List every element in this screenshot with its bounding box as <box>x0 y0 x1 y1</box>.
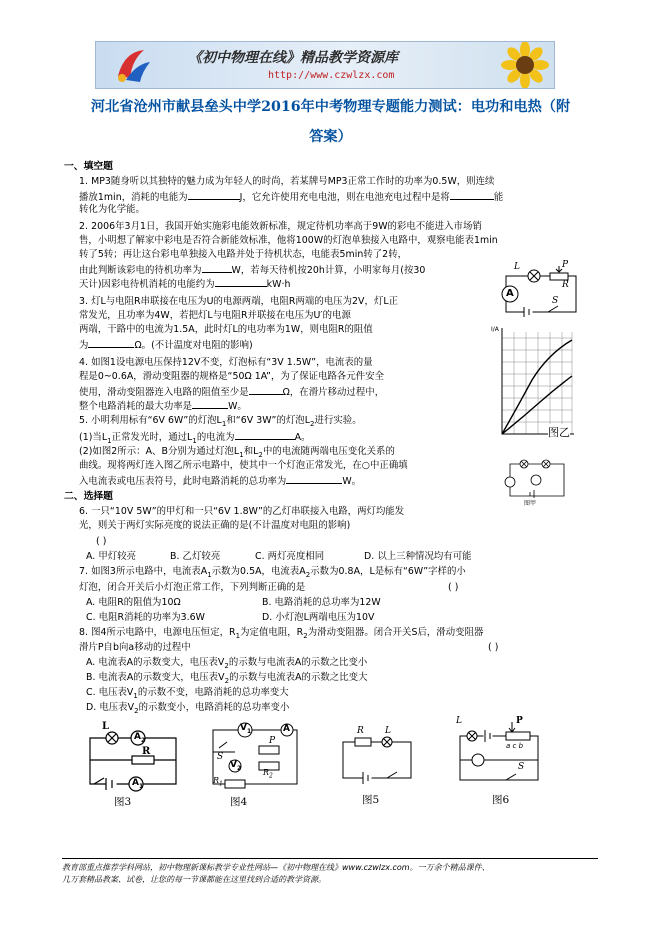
figure-4-label: 图4 <box>230 796 248 808</box>
figure-1-circuit: L P R A S <box>496 262 582 318</box>
q1-line2: 播放1min，消耗的电能为 J，它允许使用充电电池，则在电池充电过程中是将 能 <box>79 192 504 203</box>
q6-option-a[interactable]: A. 甲灯较亮 <box>86 551 137 562</box>
answer-blank[interactable] <box>192 399 228 409</box>
q8-option-d[interactable]: D. 电压表$V_2$的示数变小，电路消耗的总功率变小 <box>86 702 290 715</box>
q6-line1: 6. 一只“10V 5W”的甲灯和一只“6V 1.8W”的乙灯串联接入电路，两灯均能发 <box>79 506 405 517</box>
document-title-cont: 答案） <box>309 129 352 145</box>
figure-6-label: 图6 <box>492 794 510 806</box>
figure-2-graph: I/A 图乙 <box>488 326 576 452</box>
q7-option-b[interactable]: B. 电路消耗的总功率为12W <box>262 597 381 608</box>
q5-line3: (2)如图2所示：A、B分别为通过灯泡$L_1$和$L_2$中的电流随两端电压变化关系的 <box>79 446 395 459</box>
q1-line1: 1. MP3随身听以其独特的魅力成为年轻人的时尚，若某牌号MP3正常工作时的功率为0.5W，则连续 <box>79 176 495 187</box>
q8-answer-bracket: ( ) <box>488 642 499 653</box>
figure-3-circuit: L $A_2$ R $A_1$ <box>82 722 182 794</box>
banner <box>95 41 555 89</box>
q7-line2: 灯泡，闭合开关后小灯泡正常工作，下列判断正确的是 <box>79 582 306 593</box>
q1-line3: 转化为化学能。 <box>79 204 145 215</box>
q3-line1: 3. 灯L与电阻R串联接在电压为U的电源两端，电阻R两端的电压为2V，灯L正 <box>79 296 399 307</box>
answer-blank[interactable] <box>202 263 232 273</box>
figure-5-circuit: R L <box>335 724 417 790</box>
q5-line5: 入电流表或电压表符号，此时电路消耗的总功率为 W。 <box>79 476 362 487</box>
q6-option-c[interactable]: C. 两灯亮度相同 <box>255 551 325 562</box>
q2-line2: 售，小明想了解家中彩电是否符合新能效标准，他将100W的灯泡单独接入电路中，观察电能表1min <box>79 235 498 246</box>
figure-2-circuit: 图甲 <box>500 454 572 510</box>
q5-line1: 5. 小明利用标有“6V 6W”的灯泡$L_1$和“6V 3W”的灯泡$L_2$进行实验。 <box>79 415 362 428</box>
answer-blank[interactable] <box>215 277 267 287</box>
q2-line4: 由此判断该彩电的待机功率为 W，若每天待机按20h计算，小明家每月(按30 <box>79 265 426 276</box>
q4-line4: 整个电路消耗的最大功率是 W。 <box>79 401 247 412</box>
figure-4-circuit: $V_1$ A $V_2$ P S $R_2$ $R_1$ <box>205 720 305 794</box>
q7-option-a[interactable]: A. 电阻R的阻值为10Ω <box>86 597 181 608</box>
answer-blank[interactable] <box>235 430 295 440</box>
answer-blank[interactable] <box>450 190 494 200</box>
footer-line1: 教育部重点推荐学科网站，初中物理新课标教学专业性网站—《初中物理在线》www.czwlzx.com。一万余个精品课件、 <box>62 863 490 872</box>
banner-logo <box>114 46 152 84</box>
q4-line3: 使用，滑动变阻器连入电路的阻值至少是 Ω，在滑片移动过程中， <box>79 387 385 398</box>
q2-line3: 转了5转；再让这台彩电单独接入电路并处于待机状态，电能表5min转了2转， <box>79 249 408 260</box>
banner-url[interactable]: http://www.czwlzx.com <box>268 70 395 81</box>
q2-line1: 2. 2006年3月1日，我国开始实施彩电能效新标准，规定待机功率高于9W的彩电不能进入市场销 <box>79 221 482 232</box>
section-heading-multiple-choice: 二、选择题 <box>64 491 113 502</box>
q7-line1: 7. 如图3所示电路中，电流表$A_1$示数为0.5A，电流表$A_2$示数为0.8A，L是标有“6W”字样的小 <box>79 566 466 579</box>
document-title: 河北省沧州市献县垒头中学2016年中考物理专题能力测试：电功和电热（附 <box>90 99 571 115</box>
answer-blank[interactable] <box>286 474 342 484</box>
q3-line2: 常发光，且功率为4W，若把灯L与电阻R并联接在电压为U′的电源 <box>79 310 351 321</box>
q8-option-c[interactable]: C. 电压表$V_1$的示数不变，电路消耗的总功率变大 <box>86 687 289 700</box>
footer-line2: 几万套精品教案、试卷，让您的每一节课都能在这里找到合适的教学资源。 <box>62 875 326 884</box>
q2-line5: 天计)因彩电待机消耗的电能约为 kW·h <box>79 279 291 290</box>
q6-line2: 光，则关于两灯实际亮度的说法正确的是(不计温度对电阻的影响) <box>79 520 351 531</box>
q6-option-d[interactable]: D. 以上三种情况均有可能 <box>364 551 472 562</box>
q8-line1: 8. 图4所示电路中，电源电压恒定，$R_1$为定值电阻，$R_2$为滑动变阻器。闭合开关S后，滑动变阻器 <box>79 627 484 640</box>
answer-blank[interactable] <box>88 338 134 348</box>
q4-line2: 程是0~0.6A，滑动变阻器的规格是“50Ω 1A”，为了保证电路各元件安全 <box>79 371 385 382</box>
footer-divider <box>62 858 598 859</box>
q6-answer-bracket: ( ) <box>96 536 107 547</box>
banner-title: 《初中物理在线》精品教学资源库 <box>188 50 398 66</box>
q5-line4: 曲线。现将两灯连入图乙所示电路中，使其中一个灯泡正常发光，在○中正确填 <box>79 460 408 471</box>
q7-answer-bracket: ( ) <box>448 582 459 593</box>
sunflower-icon <box>496 42 554 88</box>
figure-6-circuit: L P a c b S <box>452 716 548 790</box>
q5-line2: (1)当$L_1$正常发光时，通过$L_1$的电流为 A。 <box>79 432 311 445</box>
q4-line1: 4. 如图1设电源电压保持12V不变，灯泡标有“3V 1.5W”，电流表的量 <box>79 357 373 368</box>
q7-option-d[interactable]: D. 小灯泡L两端电压为10V <box>262 612 375 623</box>
q8-option-b[interactable]: B. 电流表A的示数变大，电压表$V_2$的示数与电流表A的示数之比变大 <box>86 672 368 685</box>
q7-option-c[interactable]: C. 电阻R消耗的功率为3.6W <box>86 612 205 623</box>
answer-blank[interactable] <box>188 190 240 200</box>
section-heading-fill-in: 一、填空题 <box>64 161 113 172</box>
figure-5-label: 图5 <box>362 794 380 806</box>
figure-3-label: 图3 <box>114 796 132 808</box>
q6-option-b[interactable]: B. 乙灯较亮 <box>170 551 221 562</box>
q3-line4: 为 Ω。(不计温度对电阻的影响) <box>79 340 253 351</box>
q8-line2: 滑片P自b向a移动的过程中 <box>79 642 191 653</box>
answer-blank[interactable] <box>249 385 283 395</box>
q3-line3: 两端，干路中的电流为1.5A，此时灯L的电功率为1W，则电阻R的阻值 <box>79 324 373 335</box>
q8-option-a[interactable]: A. 电流表A的示数变大，电压表$V_2$的示数与电流表A的示数之比变小 <box>86 657 368 670</box>
